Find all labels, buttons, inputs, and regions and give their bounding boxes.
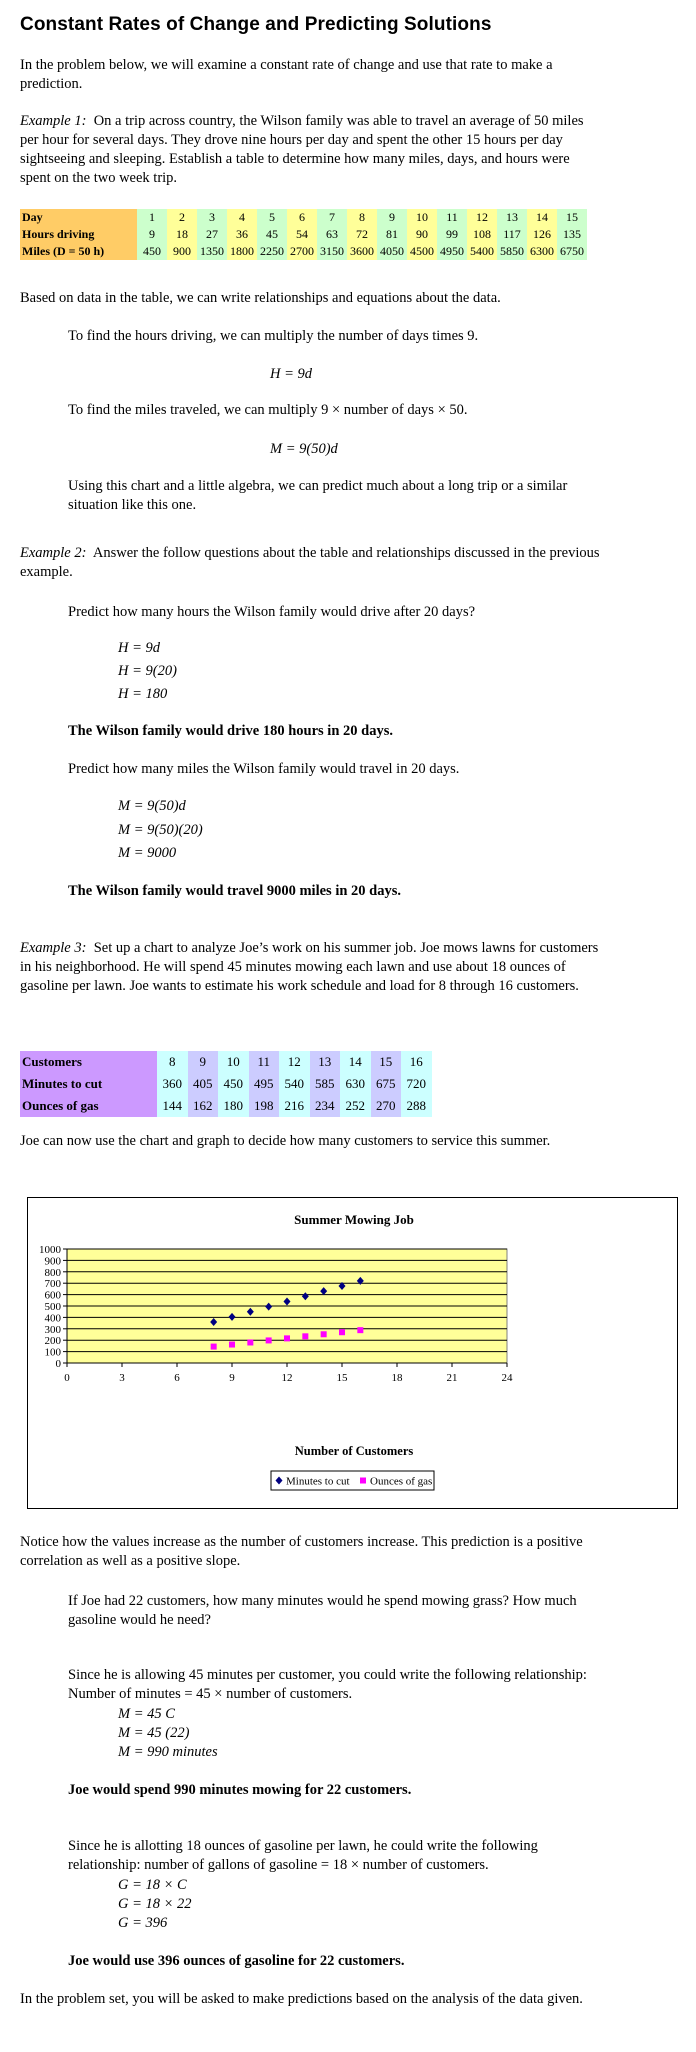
table-cell: 11 <box>437 209 467 226</box>
example2-text: Answer the follow questions about the table and relationships discussed in the previous example. <box>20 545 600 580</box>
y-tick-label: 300 <box>44 1323 61 1336</box>
data-point-ounces <box>302 1333 308 1339</box>
m-equation-1: M = 45 C <box>118 1706 175 1722</box>
table-cell: 585 <box>310 1073 341 1095</box>
hours-text: To find the hours driving, we can multiply the number of days times 9. <box>68 328 479 344</box>
example2-paragraph <box>20 544 600 582</box>
x-tick-label: 24 <box>501 1372 513 1384</box>
x-tick-label: 6 <box>174 1372 180 1384</box>
answer-3: Joe would spend 990 minutes mowing for 22 customers. <box>68 1782 412 1798</box>
table-cell: 198 <box>249 1095 280 1117</box>
table-cell: 81 <box>377 226 407 243</box>
table-cell: 270 <box>371 1095 402 1117</box>
data-point-ounces <box>247 1339 253 1345</box>
table-cell: 6750 <box>557 243 587 260</box>
minutes-relationship: Since he is allowing 45 minutes per customer, you could write the following relationship: Number of minutes = 45 × number of customers. <box>68 1667 587 1702</box>
table-cell: 5400 <box>467 243 497 260</box>
y-tick-label: 500 <box>44 1301 61 1313</box>
y-tick-label: 800 <box>44 1266 61 1279</box>
table-cell: 4500 <box>407 243 437 260</box>
x-tick-label: 3 <box>119 1372 125 1384</box>
q2-equation-2: M = 9(50)(20) <box>118 822 203 838</box>
x-tick-label: 15 <box>336 1372 348 1384</box>
ounces-row <box>20 1095 432 1117</box>
table-cell: 99 <box>437 226 467 243</box>
example1-text: On a trip across country, the Wilson family was able to travel an average of 50 miles per hour for several days. They drove nine hours per day and spent the other 15 hours per day sightseeing and sleeping. Establish a table to determine how many miles, days, and hours were spent on the two week trip. <box>20 113 584 186</box>
table-cell: 1800 <box>227 243 257 260</box>
miles-row-label: Miles (D = 50 h) <box>20 243 137 260</box>
minutes-row <box>20 1073 432 1095</box>
table-cell: 14 <box>340 1051 371 1073</box>
miles-text: To find the miles traveled, we can multiply 9 × number of days × 50. <box>68 402 468 418</box>
y-tick-label: 400 <box>44 1312 61 1325</box>
g-equation-3: G = 396 <box>118 1915 168 1931</box>
table-cell: 12 <box>467 209 497 226</box>
table-cell: 675 <box>371 1073 402 1095</box>
table-cell: 126 <box>527 226 557 243</box>
gas-relationship: Since he is allotting 18 ounces of gasoline per lawn, he could write the following relationship: number of gallons of gasoline = 18 × number of customers. <box>68 1838 538 1873</box>
table-cell: 15 <box>557 209 587 226</box>
table-cell: 12 <box>279 1051 310 1073</box>
table-cell: 9 <box>137 226 167 243</box>
x-tick-label: 0 <box>64 1372 70 1384</box>
table-cell: 216 <box>279 1095 310 1117</box>
page-title: Constant Rates of Change and Predicting Solutions <box>20 14 492 35</box>
table-cell: 2700 <box>287 243 317 260</box>
data-point-ounces <box>266 1337 272 1343</box>
q1-equation-3: H = 180 <box>118 686 168 702</box>
y-tick-label: 100 <box>44 1346 61 1359</box>
table-cell: 16 <box>401 1051 432 1073</box>
y-tick-label: 0 <box>55 1358 61 1370</box>
answer-2: The Wilson family would travel 9000 miles in 20 days. <box>68 883 401 899</box>
table-cell: 162 <box>188 1095 219 1117</box>
table-cell: 720 <box>401 1073 432 1095</box>
hours-row-label: Hours driving <box>20 226 137 243</box>
trip-table <box>20 209 587 260</box>
notice-text: Notice how the values increase as the number of customers increase. This prediction is a positive correlation as well as a positive slope. <box>20 1534 583 1569</box>
table-cell: 900 <box>167 243 197 260</box>
question-1: Predict how many hours the Wilson family would drive after 20 days? <box>68 604 476 620</box>
table-cell: 3150 <box>317 243 347 260</box>
day-row-label: Day <box>20 209 137 226</box>
chart-legend <box>271 1471 434 1490</box>
table-cell: 3 <box>197 209 227 226</box>
table-cell: 1 <box>137 209 167 226</box>
q1-equation-1: H = 9d <box>118 640 161 656</box>
table-cell: 13 <box>310 1051 341 1073</box>
table-cell: 7 <box>317 209 347 226</box>
mowing-table <box>20 1051 432 1117</box>
y-tick-label: 900 <box>44 1255 61 1268</box>
table-cell: 4 <box>227 209 257 226</box>
table-cell: 450 <box>218 1073 249 1095</box>
y-tick-label: 600 <box>44 1289 61 1302</box>
table-cell: 234 <box>310 1095 341 1117</box>
after-table1-text: Based on data in the table, we can write relationships and equations about the data. <box>20 290 501 306</box>
chart-title: Summer Mowing Job <box>294 1212 414 1227</box>
x-tick-label: 18 <box>391 1372 403 1384</box>
table-cell: 2250 <box>257 243 287 260</box>
table-cell: 11 <box>249 1051 280 1073</box>
y-tick-label: 1000 <box>39 1244 61 1256</box>
miles-row <box>20 243 587 260</box>
table-cell: 13 <box>497 209 527 226</box>
x-tick-label: 12 <box>281 1372 293 1384</box>
table-cell: 4950 <box>437 243 467 260</box>
closing-text: In the problem set, you will be asked to make predictions based on the analysis of the data given. <box>20 1991 583 2007</box>
table-cell: 108 <box>467 226 497 243</box>
x-tick-label: 21 <box>446 1372 458 1384</box>
table-cell: 36 <box>227 226 257 243</box>
question-3: If Joe had 22 customers, how many minutes would he spend mowing grass? How much gasoline would he need? <box>68 1593 577 1628</box>
table-cell: 8 <box>157 1051 188 1073</box>
table-cell: 5 <box>257 209 287 226</box>
q2-equation-3: M = 9000 <box>118 845 177 861</box>
table-cell: 15 <box>371 1051 402 1073</box>
table-cell: 10 <box>407 209 437 226</box>
table-cell: 8 <box>347 209 377 226</box>
chart-container <box>27 1197 678 1509</box>
answer-4: Joe would use 396 ounces of gasoline for 22 customers. <box>68 1953 405 1969</box>
answer-1: The Wilson family would drive 180 hours in 20 days. <box>68 723 393 739</box>
y-tick-label: 700 <box>44 1278 61 1291</box>
data-point-ounces <box>211 1344 217 1350</box>
table-cell: 117 <box>497 226 527 243</box>
table-cell: 5850 <box>497 243 527 260</box>
customers-row <box>20 1051 432 1073</box>
table-cell: 1350 <box>197 243 227 260</box>
example3-label: Example 3: <box>20 940 87 956</box>
intro-paragraph: In the problem below, we will examine a constant rate of change and use that rate to make a prediction. <box>20 57 553 92</box>
x-axis-label: Number of Customers <box>294 1444 414 1458</box>
y-tick-label: 200 <box>44 1335 61 1348</box>
table-cell: 2 <box>167 209 197 226</box>
day-row <box>20 209 587 226</box>
table-cell: 54 <box>287 226 317 243</box>
table-cell: 495 <box>249 1073 280 1095</box>
table-cell: 6 <box>287 209 317 226</box>
after-table2-text: Joe can now use the chart and graph to decide how many customers to service this summer. <box>20 1133 551 1149</box>
algebra-text: Using this chart and a little algebra, we can predict much about a long trip or a similar situation like this one. <box>68 478 568 513</box>
customers-row-label: Customers <box>20 1051 157 1073</box>
hours-row <box>20 226 587 243</box>
data-point-ounces <box>229 1342 235 1348</box>
table-cell: 144 <box>157 1095 188 1117</box>
g-equation-2: G = 18 × 22 <box>118 1896 192 1912</box>
table-cell: 9 <box>188 1051 219 1073</box>
table-cell: 10 <box>218 1051 249 1073</box>
legend-label: Ounces of gas <box>370 1475 433 1488</box>
table-cell: 405 <box>188 1073 219 1095</box>
table-cell: 540 <box>279 1073 310 1095</box>
table-cell: 9 <box>377 209 407 226</box>
table-cell: 4050 <box>377 243 407 260</box>
m-equation-2: M = 45 (22) <box>118 1725 190 1741</box>
data-point-ounces <box>321 1331 327 1337</box>
legend-marker-ounces <box>360 1478 366 1484</box>
table-cell: 630 <box>340 1073 371 1095</box>
table-cell: 6300 <box>527 243 557 260</box>
x-tick-label: 9 <box>229 1372 235 1384</box>
table-cell: 90 <box>407 226 437 243</box>
question-2: Predict how many miles the Wilson family would travel in 20 days. <box>68 761 460 777</box>
example1-paragraph <box>20 112 600 188</box>
table-cell: 450 <box>137 243 167 260</box>
equation-h: H = 9d <box>270 366 313 382</box>
example3-text: Set up a chart to analyze Joe’s work on his summer job. Joe mows lawns for customers in his neighborhood. He will spend 45 minutes mowing each lawn and use about 18 ounces of gasoline per lawn. Joe wants to estimate his work schedule and load for 8 through 16 customers. <box>20 940 599 994</box>
legend-label: Minutes to cut <box>286 1475 350 1488</box>
table-cell: 72 <box>347 226 377 243</box>
q1-equation-2: H = 9(20) <box>118 663 177 679</box>
table-cell: 3600 <box>347 243 377 260</box>
ounces-row-label: Ounces of gas <box>20 1095 157 1117</box>
example2-label: Example 2: <box>20 545 87 561</box>
table-cell: 360 <box>157 1073 188 1095</box>
table-cell: 252 <box>340 1095 371 1117</box>
table-cell: 63 <box>317 226 347 243</box>
minutes-row-label: Minutes to cut <box>20 1073 157 1095</box>
data-point-ounces <box>339 1329 345 1335</box>
example1-label: Example 1: <box>20 113 87 129</box>
table-cell: 45 <box>257 226 287 243</box>
table-cell: 27 <box>197 226 227 243</box>
data-point-ounces <box>357 1327 363 1333</box>
q2-equation-1: M = 9(50)d <box>118 798 186 814</box>
m-equation-3: M = 990 minutes <box>118 1744 218 1760</box>
g-equation-1: G = 18 × C <box>118 1877 187 1893</box>
table-cell: 288 <box>401 1095 432 1117</box>
table-cell: 135 <box>557 226 587 243</box>
example3-paragraph <box>20 939 600 996</box>
data-point-ounces <box>284 1335 290 1341</box>
table-cell: 18 <box>167 226 197 243</box>
table-cell: 180 <box>218 1095 249 1117</box>
scatter-chart <box>28 1198 677 1508</box>
equation-m: M = 9(50)d <box>270 441 338 457</box>
table-cell: 14 <box>527 209 557 226</box>
